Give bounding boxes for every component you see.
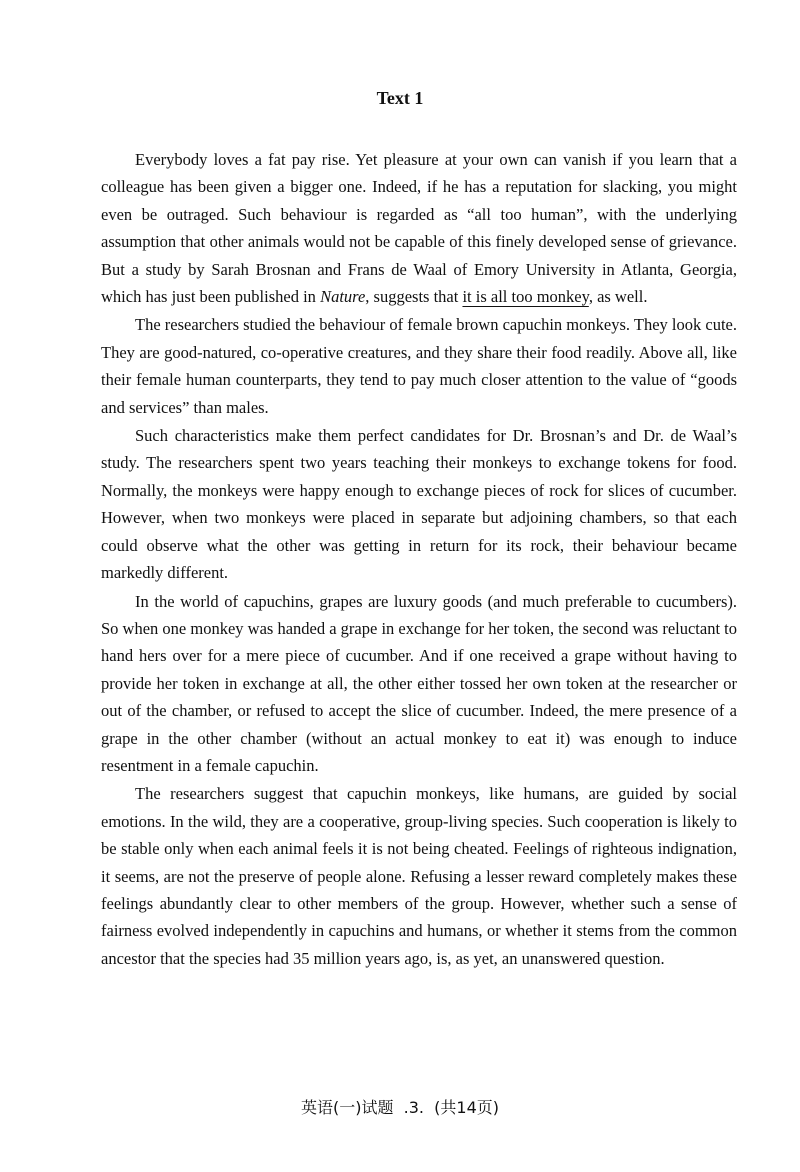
paragraph-2: The researchers studied the behaviour of female brown capuchin monkeys. They look cute. They are good-natured, co-operative creatures, and they share their food readily. Above all, like their female human counterparts, they tend to pay much closer attention to the value of “goods and services” than males. — [101, 315, 737, 417]
footer-subject: 英语(一)试题 — [300, 1098, 394, 1117]
footer-total-pages: (共14页) — [434, 1098, 500, 1117]
passage-body — [101, 146, 737, 972]
underlined-phrase: it is all too monkey — [462, 287, 589, 307]
paragraph-5: The researchers suggest that capuchin monkeys, like humans, are guided by social emotions. In the wild, they are a cooperative, group-living species. Such cooperation is likely to be stable only when each animal feels it is not being cheated. Feelings of righteous indignation, it seems, are not the preserve of people alone. Refusing a lesser reward completely makes these feelings abundantly clear to other members of the group. However, whether such a sense of fairness evolved independently in capuchins and humans, or whether it stems from the common ancestor that the species had 35 million years ago, is, as yet, an unanswered question. — [101, 784, 737, 968]
paragraph-1-part-c: , as well. — [588, 287, 648, 307]
paragraph-3: Such characteristics make them perfect candidates for Dr. Brosnan’s and Dr. de Waal’s study. The researchers spent two years teaching their monkeys to exchange tokens for food. Normally, the monkeys were happy enough to exchange pieces of rock for slices of cucumber. However, when two monkeys were placed in separate but adjoining chambers, so that each could observe what the other was getting in return for its rock, their behaviour became markedly different. — [101, 426, 737, 583]
paragraph-1-part-b: , suggests that — [365, 287, 463, 307]
footer-page-number: .3. — [403, 1098, 424, 1117]
paragraph-1-part-a: Everybody loves a fat pay rise. Yet pleasure at your own can vanish if you learn that a colleague has been given a bigger one. Indeed, if he has a reputation for slacking, you might even be outraged. Such behaviour is regarded as “all too human”, with the underlying assumption that other animals would not be capable of this finely developed sense of grievance. But a study by Sarah Brosnan and Frans de Waal of Emory University in Atlanta, Georgia, which has just been published in — [101, 150, 737, 307]
text-title: Text 1 — [376, 88, 424, 108]
journal-name-nature: Nature — [320, 287, 366, 307]
page-footer — [0, 1095, 800, 1118]
paragraph-1 — [101, 146, 737, 310]
paragraph-4: In the world of capuchins, grapes are luxury goods (and much preferable to cucumbers). So when one monkey was handed a grape in exchange for her token, the second was reluctant to hand hers over for a mere piece of cucumber. And if one received a grape without having to provide her token in exchange at all, the other either tossed her own token at the researcher or out of the chamber, or refused to accept the slice of cucumber. Indeed, the mere presence of a grape in the other chamber (without an actual monkey to eat it) was enough to induce resentment in a female capuchin. — [101, 591, 737, 775]
